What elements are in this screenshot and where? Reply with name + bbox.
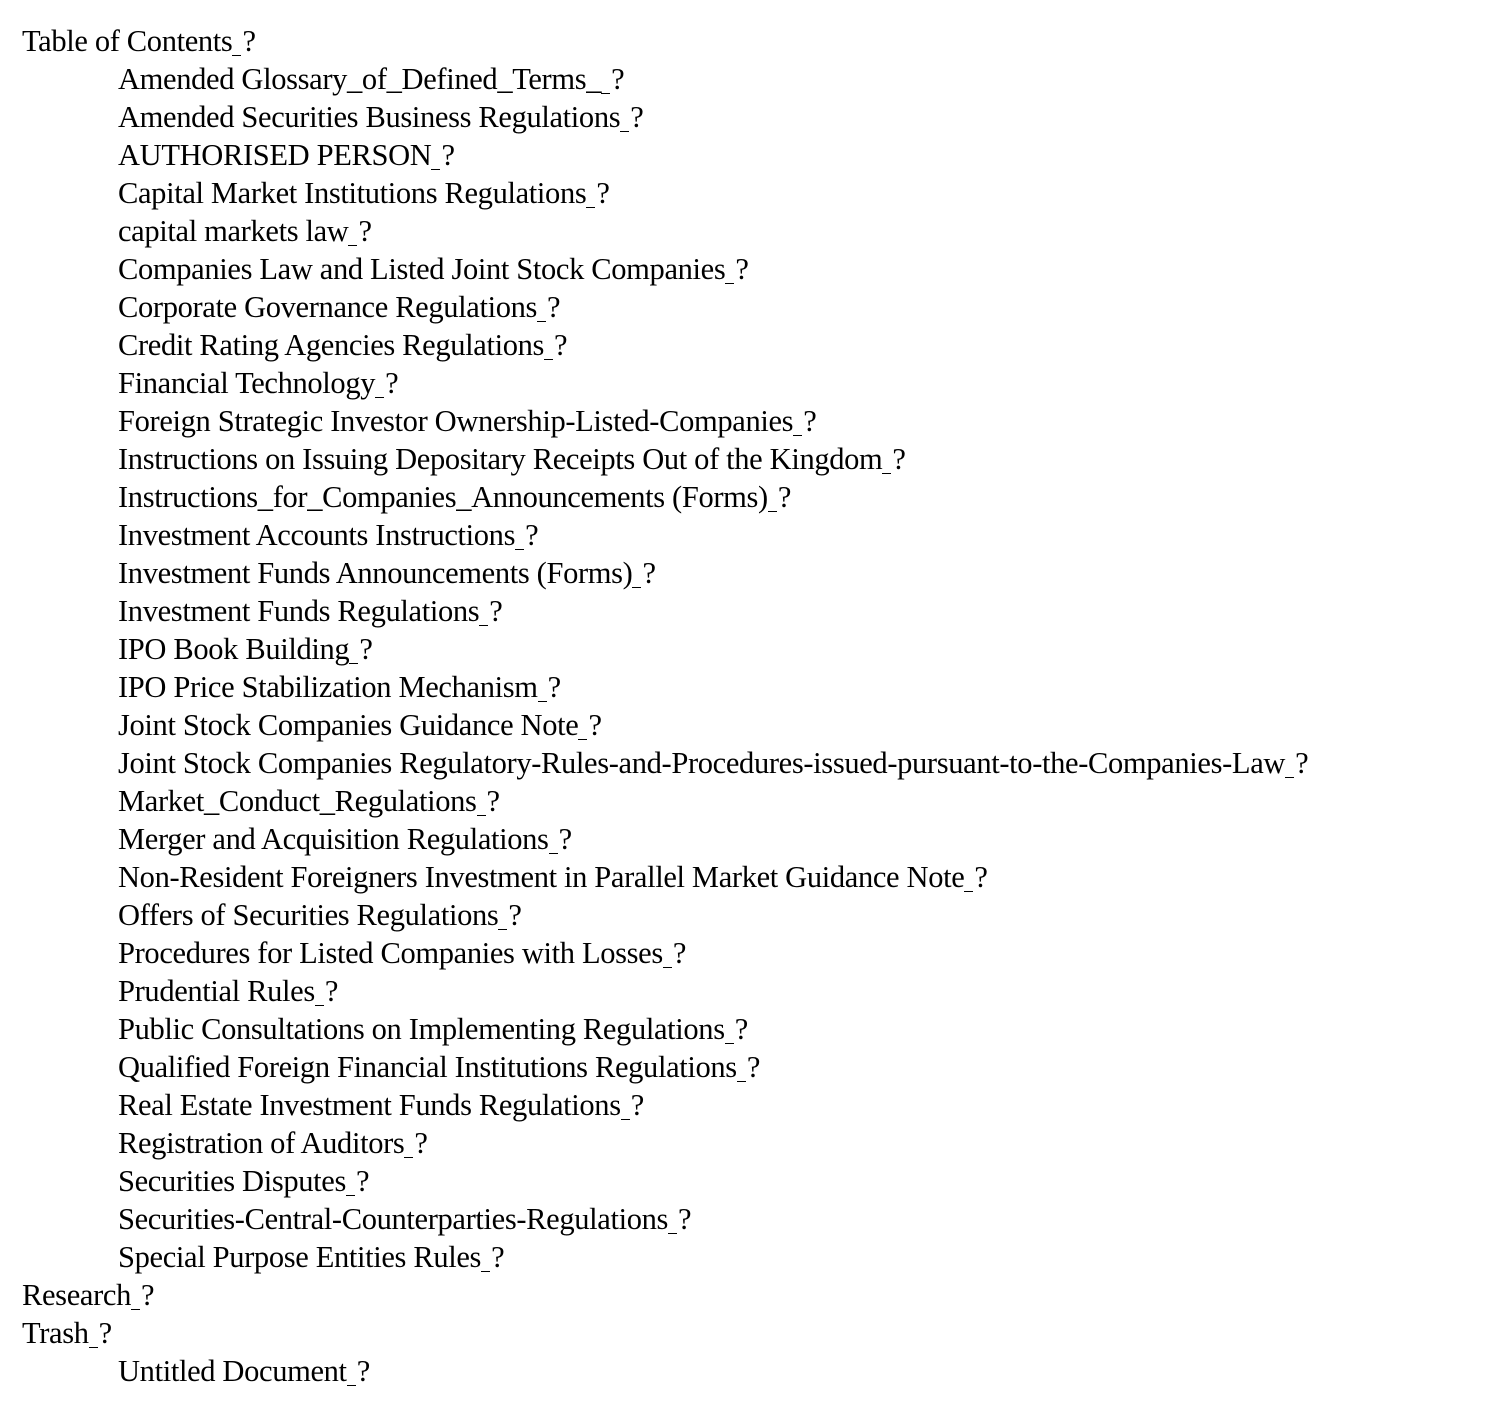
tree-item-label[interactable]: Qualified Foreign Financial Institutions Regulations — [118, 1050, 737, 1084]
tree-item-label[interactable]: Securities Disputes — [118, 1164, 346, 1198]
separator-mark — [479, 625, 488, 627]
separator-mark — [375, 397, 384, 399]
unknown-glyph-icon: ? — [324, 974, 339, 1008]
tree-document[interactable] — [22, 896, 1308, 934]
separator-mark — [620, 131, 629, 133]
tree-document[interactable] — [22, 1124, 1308, 1162]
tree-item-label[interactable]: Joint Stock Companies Guidance Note — [118, 708, 579, 742]
tree-item-label[interactable]: Joint Stock Companies Regulatory-Rules-and-Procedures-issued-pursuant-to-the-Companies-Law — [118, 746, 1286, 780]
tree-item-label[interactable]: Investment Funds Regulations — [118, 594, 480, 628]
tree-item-label[interactable]: IPO Price Stabilization Mechanism — [118, 670, 538, 704]
separator-mark — [621, 1119, 630, 1121]
separator-mark — [349, 663, 358, 665]
unknown-glyph-icon: ? — [242, 24, 256, 58]
tree-item-label[interactable]: Trash — [22, 1316, 89, 1350]
tree-document[interactable] — [22, 820, 1308, 858]
unknown-glyph-icon: ? — [777, 480, 792, 514]
separator-mark — [89, 1347, 98, 1349]
tree-document[interactable] — [22, 1048, 1308, 1086]
tree-item-label[interactable]: Capital Market Institutions Regulations — [118, 176, 587, 210]
unknown-glyph-icon: ? — [630, 1088, 644, 1122]
unknown-glyph-icon: ? — [359, 632, 373, 666]
separator-mark — [348, 245, 357, 247]
tree-item-label[interactable]: Instructions_for_Companies_Announcements (Forms) — [118, 480, 768, 514]
tree-document[interactable] — [22, 326, 1308, 364]
tree-folder[interactable] — [22, 1314, 1308, 1352]
unknown-glyph-icon: ? — [356, 1354, 370, 1388]
unknown-glyph-icon: ? — [642, 556, 656, 590]
unknown-glyph-icon: ? — [491, 1240, 505, 1274]
tree-document[interactable] — [22, 782, 1308, 820]
unknown-glyph-icon: ? — [596, 176, 610, 210]
tree-document[interactable] — [22, 744, 1308, 782]
separator-mark — [544, 359, 553, 361]
unknown-glyph-icon: ? — [547, 670, 561, 704]
separator-mark — [346, 1195, 355, 1197]
tree-item-label[interactable]: Merger and Acquisition Regulations — [118, 822, 549, 856]
unknown-glyph-icon: ? — [508, 898, 522, 932]
separator-mark — [232, 55, 241, 57]
unknown-glyph-icon: ? — [734, 1012, 748, 1046]
separator-mark — [538, 701, 547, 703]
unknown-glyph-icon: ? — [486, 784, 500, 818]
unknown-glyph-icon: ? — [672, 936, 687, 970]
tree-item-label[interactable]: Securities-Central-Counterparties-Regulations — [118, 1202, 669, 1236]
unknown-glyph-icon: ? — [489, 594, 503, 628]
separator-mark — [477, 815, 486, 817]
tree-item-label[interactable]: Table of Contents — [22, 24, 233, 58]
tree-document[interactable] — [22, 364, 1308, 402]
tree-item-label[interactable]: Amended Glossary_of_Defined_Terms_ — [118, 62, 602, 96]
separator-mark — [498, 929, 507, 931]
tree-item-label[interactable]: Instructions on Issuing Depositary Receipts Out of the Kingdom — [118, 442, 883, 476]
separator-mark — [768, 511, 777, 513]
tree-document[interactable] — [22, 554, 1308, 592]
tree-document[interactable] — [22, 630, 1308, 668]
tree-item-label[interactable]: Investment Accounts Instructions — [118, 518, 516, 552]
unknown-glyph-icon: ? — [558, 822, 572, 856]
unknown-glyph-icon: ? — [525, 518, 539, 552]
tree-document[interactable] — [22, 592, 1308, 630]
unknown-glyph-icon: ? — [678, 1202, 692, 1236]
unknown-glyph-icon: ? — [140, 1278, 155, 1312]
tree-item-label[interactable]: AUTHORISED PERSON — [118, 138, 432, 172]
tree-folder[interactable] — [22, 1276, 1308, 1314]
separator-mark — [131, 1309, 140, 1311]
tree-item-label[interactable]: Procedures for Listed Companies with Losses — [118, 936, 663, 970]
tree-document[interactable] — [22, 478, 1308, 516]
tree-document[interactable] — [22, 1200, 1308, 1238]
unknown-glyph-icon: ? — [1295, 746, 1309, 780]
unknown-glyph-icon: ? — [358, 214, 372, 248]
unknown-glyph-icon: ? — [441, 138, 455, 172]
tree-item-label[interactable]: Public Consultations on Implementing Regulations — [118, 1012, 725, 1046]
separator-mark — [601, 93, 610, 95]
tree-item-label[interactable]: Non-Resident Foreigners Investment in Parallel Market Guidance Note — [118, 860, 965, 894]
unknown-glyph-icon: ? — [611, 62, 625, 96]
unknown-glyph-icon: ? — [356, 1164, 370, 1198]
tree-item-label[interactable]: Financial Technology — [118, 366, 376, 400]
unknown-glyph-icon: ? — [547, 290, 561, 324]
unknown-glyph-icon: ? — [892, 442, 906, 476]
unknown-glyph-icon: ? — [803, 404, 817, 438]
unknown-glyph-icon: ? — [630, 100, 644, 134]
tree-item-label[interactable]: Companies Law and Listed Joint Stock Companies — [118, 252, 726, 286]
tree-item-label[interactable]: Research — [22, 1278, 131, 1312]
tree-item-label[interactable]: Credit Rating Agencies Regulations — [118, 328, 545, 362]
tree-document[interactable] — [22, 858, 1308, 896]
unknown-glyph-icon: ? — [554, 328, 568, 362]
unknown-glyph-icon: ? — [588, 708, 602, 742]
tree-item-label[interactable]: Offers of Securities Regulations — [118, 898, 499, 932]
separator-mark — [793, 435, 802, 437]
tree-document[interactable] — [22, 440, 1308, 478]
tree-document[interactable] — [22, 1162, 1308, 1200]
separator-mark — [481, 1271, 490, 1273]
tree-item-label[interactable]: Amended Securities Business Regulations — [118, 100, 621, 134]
separator-mark — [404, 1157, 413, 1159]
tree-item-label[interactable]: Real Estate Investment Funds Regulations — [118, 1088, 621, 1122]
separator-mark — [515, 549, 524, 551]
tree-document[interactable] — [22, 174, 1308, 212]
separator-mark — [578, 739, 587, 741]
separator-mark — [668, 1233, 677, 1235]
separator-mark — [663, 967, 672, 969]
tree-folder[interactable] — [22, 22, 1308, 60]
separator-mark — [725, 283, 734, 285]
tree-item-label[interactable]: IPO Book Building — [118, 632, 350, 666]
unknown-glyph-icon: ? — [414, 1126, 428, 1160]
separator-mark — [315, 1005, 324, 1007]
separator-mark — [737, 1081, 746, 1083]
separator-mark — [586, 207, 595, 209]
tree-document[interactable] — [22, 668, 1308, 706]
tree-document[interactable] — [22, 1238, 1308, 1276]
separator-mark — [537, 321, 546, 323]
separator-mark — [431, 169, 440, 171]
unknown-glyph-icon: ? — [735, 252, 749, 286]
tree-item-label[interactable]: Special Purpose Entities Rules — [118, 1240, 482, 1274]
tree-document[interactable] — [22, 60, 1308, 98]
separator-mark — [632, 587, 641, 589]
tree-item-label[interactable]: Foreign Strategic Investor Ownership-Listed-Companies — [118, 404, 794, 438]
separator-mark — [964, 891, 973, 893]
tree-document[interactable] — [22, 402, 1308, 440]
tree-document[interactable] — [22, 250, 1308, 288]
unknown-glyph-icon: ? — [974, 860, 988, 894]
tree-item-label[interactable]: Prudential Rules — [118, 974, 315, 1008]
separator-mark — [549, 853, 558, 855]
tree-item-label[interactable]: capital markets law — [118, 214, 349, 248]
tree-document[interactable] — [22, 934, 1308, 972]
tree-document[interactable] — [22, 136, 1308, 174]
tree-document[interactable] — [22, 1010, 1308, 1048]
document-tree — [22, 22, 1308, 1390]
tree-document[interactable] — [22, 288, 1308, 326]
tree-document[interactable] — [22, 1086, 1308, 1124]
separator-mark — [725, 1043, 734, 1045]
tree-item-label[interactable]: Registration of Auditors — [118, 1126, 405, 1160]
separator-mark — [882, 473, 891, 475]
unknown-glyph-icon: ? — [746, 1050, 761, 1084]
tree-item-label[interactable]: Market_Conduct_Regulations — [118, 784, 477, 818]
tree-item-label[interactable]: Corporate Governance Regulations — [118, 290, 538, 324]
unknown-glyph-icon: ? — [385, 366, 399, 400]
tree-document[interactable] — [22, 1352, 1308, 1390]
tree-document[interactable] — [22, 516, 1308, 554]
separator-mark — [1285, 777, 1294, 779]
tree-document[interactable] — [22, 706, 1308, 744]
tree-item-label[interactable]: Untitled Document — [118, 1354, 347, 1388]
unknown-glyph-icon: ? — [98, 1316, 112, 1350]
tree-item-label[interactable]: Investment Funds Announcements (Forms) — [118, 556, 633, 590]
separator-mark — [347, 1385, 356, 1387]
tree-document[interactable] — [22, 98, 1308, 136]
tree-document[interactable] — [22, 972, 1308, 1010]
tree-document[interactable] — [22, 212, 1308, 250]
